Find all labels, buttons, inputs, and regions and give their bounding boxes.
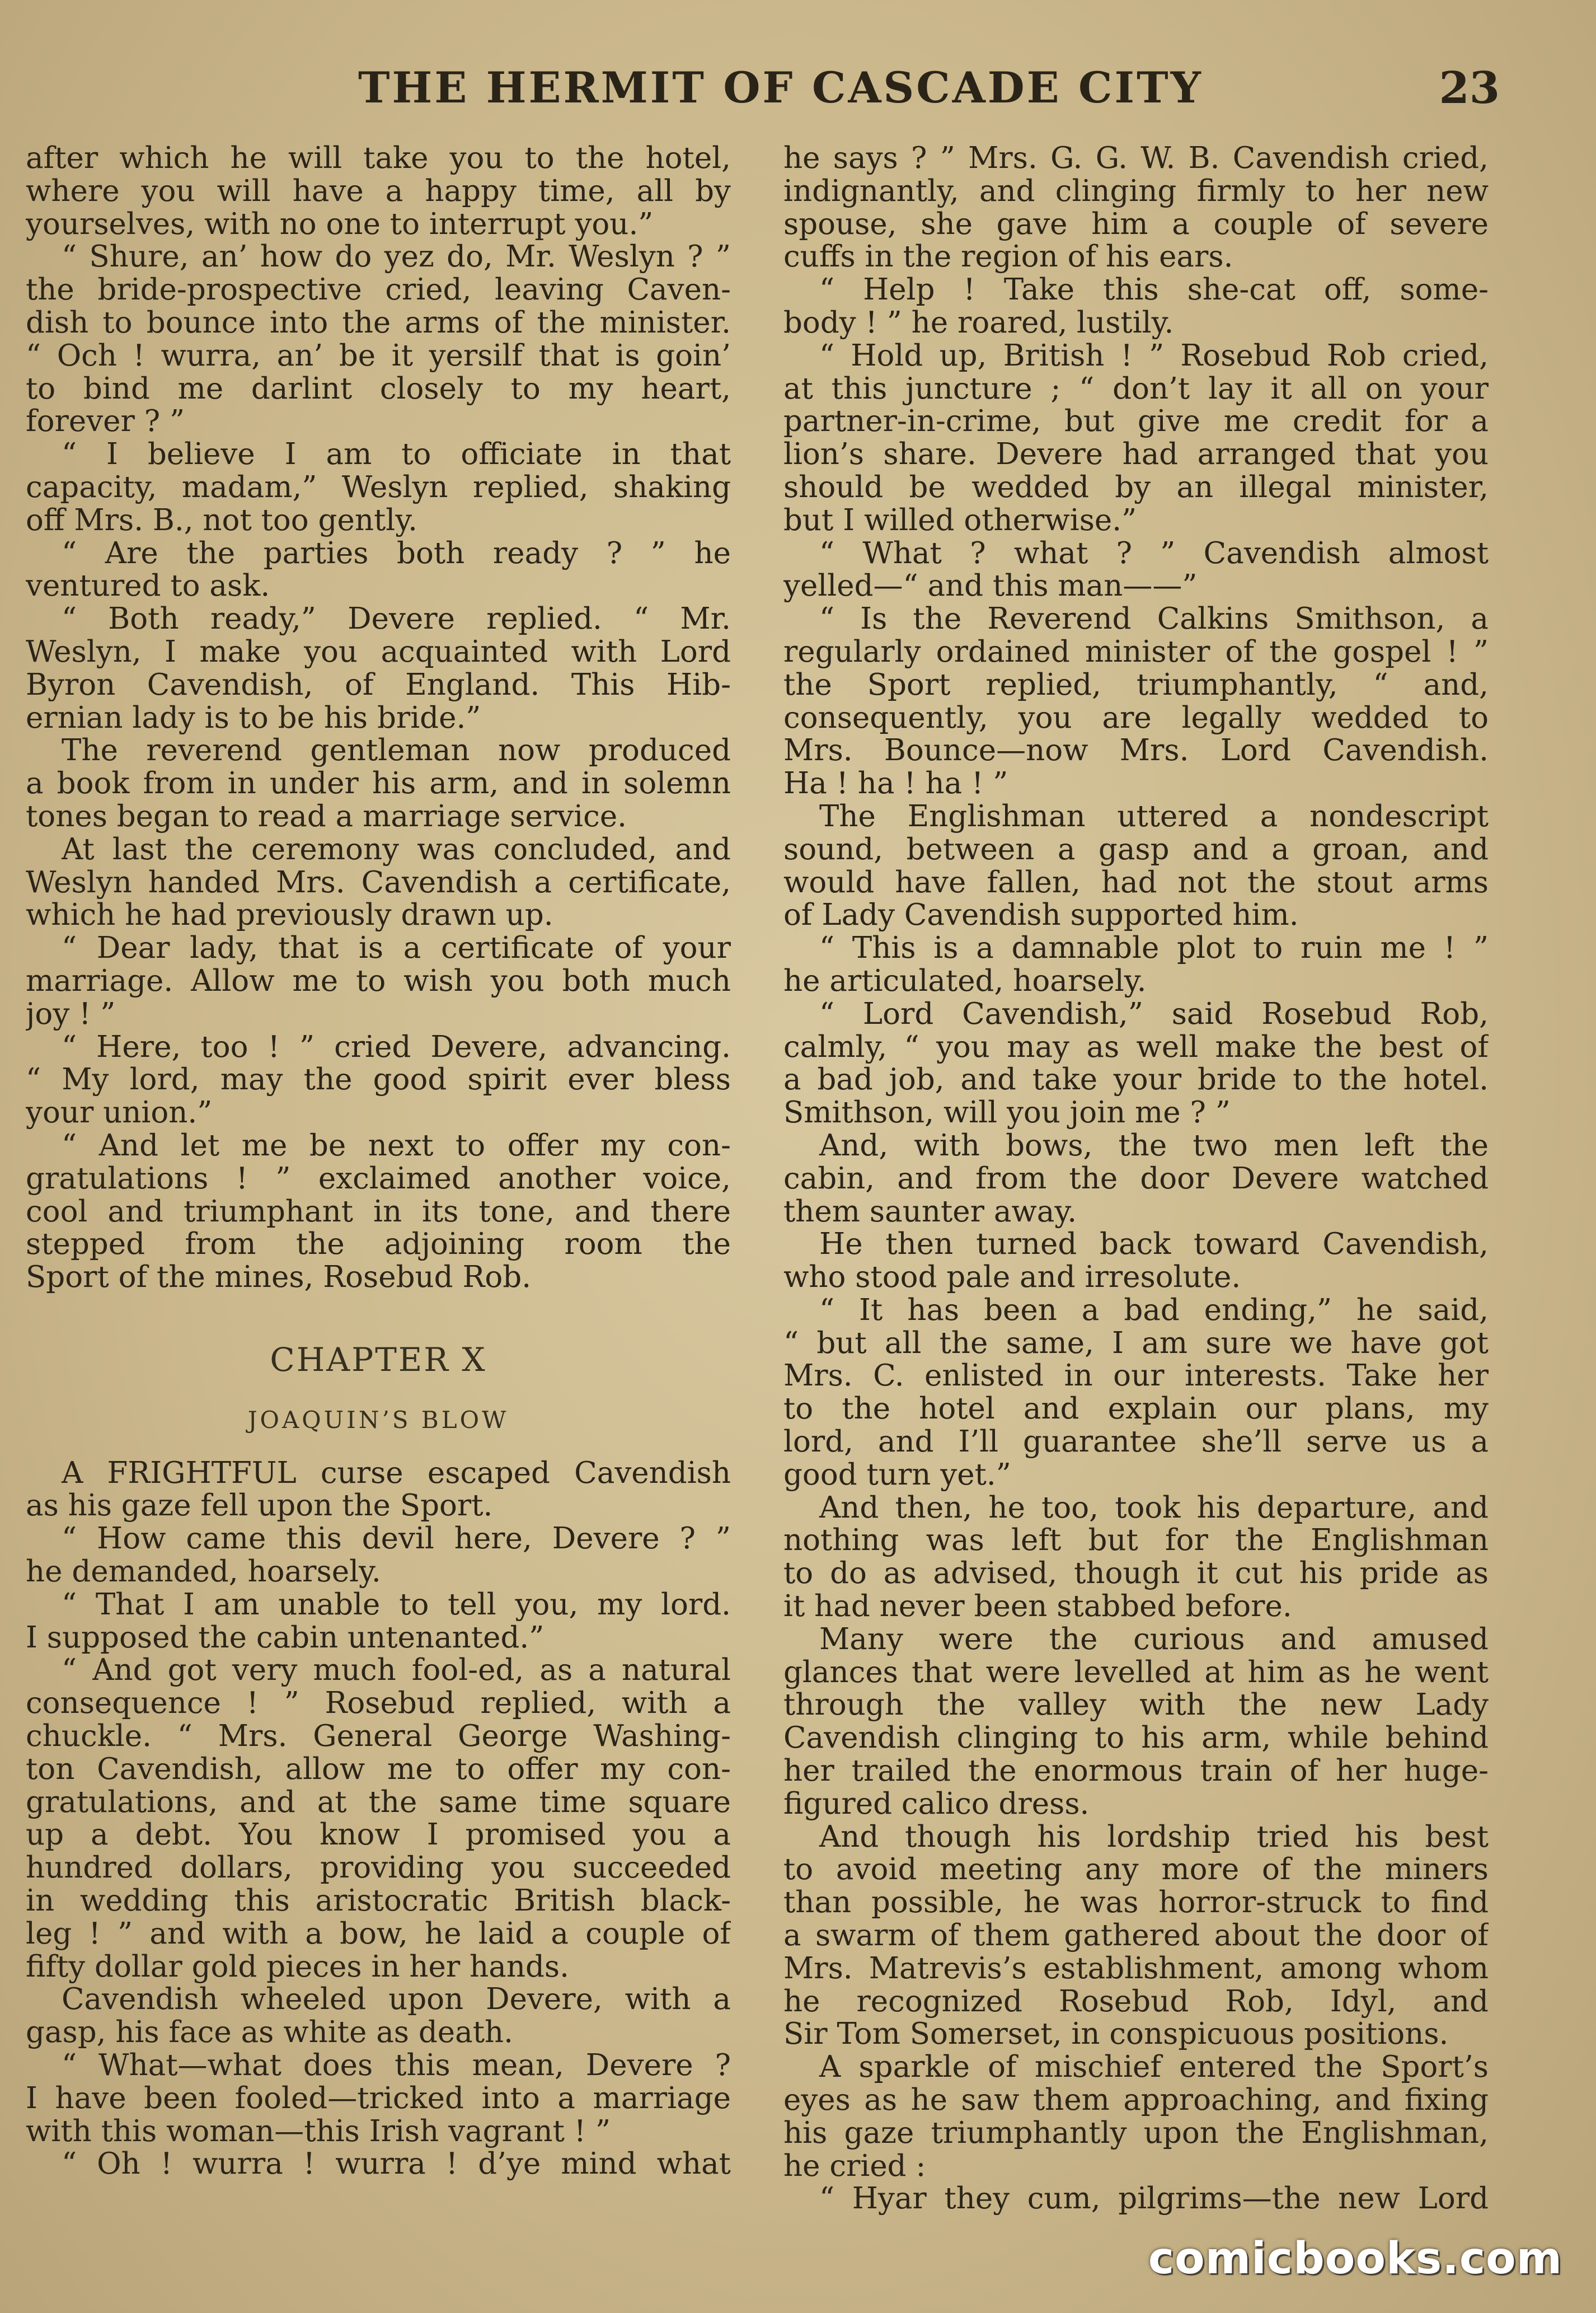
text-line: through the valley with the new Lady: [783, 1689, 1489, 1722]
text-line: “ Is the Reverend Calkins Smithson, a: [819, 603, 1489, 636]
text-line: I have been fooled—tricked into a marriage: [26, 2082, 731, 2115]
text-line: Mrs. Bounce—now Mrs. Lord Cavendish.: [783, 734, 1489, 768]
running-title: THE HERMIT OF CASCADE CITY: [358, 63, 1203, 113]
text-line: The Englishman uttered a nondescript: [819, 800, 1489, 834]
text-line: “ What—what does this mean, Devere ?: [62, 2049, 731, 2082]
text-line: her trailed the enormous train of her huge-: [783, 1755, 1489, 1788]
text-line: the bride-prospective cried, leaving Caven-: [26, 274, 731, 307]
text-line: a book from in under his arm, and in solemn: [26, 767, 731, 800]
text-line: indignantly, and clinging firmly to her new: [783, 175, 1489, 208]
text-line: as his gaze fell upon the Sport.: [26, 1490, 493, 1523]
text-line: “ I believe I am to officiate in that: [62, 438, 731, 471]
text-line: to avoid meeting any more of the miners: [783, 1853, 1489, 1887]
text-line: stepped from the adjoining room the: [26, 1228, 731, 1262]
text-line: dish to bounce into the arms of the minister.: [26, 306, 731, 340]
text-line: eyes as he saw them approaching, and fixing: [783, 2084, 1489, 2117]
text-line: “ Hold up, British ! ” Rosebud Rob cried,: [819, 339, 1489, 373]
chapter-gap: [26, 1294, 731, 1327]
text-line: he articulated, hoarsely.: [783, 964, 1147, 998]
text-line: “ What ? what ? ” Cavendish almost: [819, 537, 1489, 570]
text-line: a swarm of them gathered about the door of: [783, 1919, 1489, 1953]
text-line: Sport of the mines, Rosebud Rob.: [26, 1261, 532, 1294]
text-line: And though his lordship tried his best: [819, 1820, 1489, 1854]
text-line: Sir Tom Somerset, in conspicuous positions.: [783, 2018, 1449, 2052]
text-line: “ Hyar they cum, pilgrims—the new Lord: [819, 2183, 1489, 2216]
text-line: partner-in-crime, but give me credit for a: [783, 405, 1489, 439]
text-line: I supposed the cabin untenanted.”: [26, 1621, 544, 1655]
text-line: He then turned back toward Cavendish,: [819, 1228, 1489, 1262]
text-line: consequence ! ” Rosebud replied, with a: [26, 1687, 731, 1721]
right-column: [783, 142, 1489, 2216]
text-line: Many were the curious and amused: [819, 1623, 1489, 1656]
right-column-text: [783, 142, 1489, 2216]
text-line: The reverend gentleman now produced: [62, 734, 731, 768]
text-line: spouse, she gave him a couple of severe: [783, 208, 1489, 241]
text-line: “ Help ! Take this she-cat off, some-: [819, 274, 1489, 307]
text-line: A sparkle of mischief entered the Sport’s: [819, 2051, 1489, 2085]
text-line: “ And got very much fool-ed, as a natural: [62, 1654, 731, 1688]
text-line: to the hotel and explain our plans, my: [783, 1393, 1489, 1426]
text-line: “ And let me be next to offer my con-: [62, 1129, 731, 1163]
text-line: sound, between a gasp and a groan, and: [783, 833, 1489, 867]
text-line: up a debt. You know I promised you a: [26, 1819, 731, 1852]
text-line: “ That I am unable to tell you, my lord.: [62, 1588, 731, 1622]
text-line: gratulations ! ” exclaimed another voice,: [26, 1162, 731, 1196]
text-line: cool and triumphant in its tone, and there: [26, 1195, 731, 1229]
text-line: “ but all the same, I am sure we have got: [783, 1327, 1489, 1360]
text-line: his gaze triumphantly upon the Englishman,: [783, 2117, 1489, 2150]
text-line: And, with bows, the two men left the: [819, 1129, 1489, 1163]
text-line: after which he will take you to the hotel,: [26, 142, 731, 175]
text-line: the Sport replied, triumphantly, “ and,: [783, 668, 1489, 702]
text-line: “ This is a damnable plot to ruin me ! ”: [819, 932, 1489, 965]
text-line: he says ? ” Mrs. G. G. W. B. Cavendish cried,: [783, 142, 1489, 175]
text-line: body ! ” he roared, lustily.: [783, 306, 1174, 340]
text-line: would have fallen, had not the stout arms: [783, 866, 1489, 900]
text-line: “ Oh ! wurra ! wurra ! d’ye mind what: [62, 2148, 731, 2181]
text-line: than possible, he was horror-struck to find: [783, 1886, 1489, 1920]
text-line: “ My lord, may the good spirit ever bless: [26, 1064, 731, 1097]
text-line: Ha ! ha ! ha ! ”: [783, 767, 1008, 800]
text-line: but I willed otherwise.”: [783, 504, 1137, 537]
text-line: Smithson, will you join me ? ”: [783, 1097, 1231, 1130]
text-line: “ Both ready,” Devere replied. “ Mr.: [62, 603, 731, 636]
left-column: [26, 142, 731, 2181]
text-line: regularly ordained minister of the gospel ! ”: [783, 635, 1489, 669]
text-line: off Mrs. B., not too gently.: [26, 504, 417, 537]
text-line: “ Here, too ! ” cried Devere, advancing.: [62, 1031, 731, 1064]
text-line: “ It has been a bad ending,” he said,: [819, 1294, 1489, 1327]
text-line: At last the ceremony was concluded, and: [62, 833, 731, 867]
text-line: Byron Cavendish, of England. This Hib-: [26, 668, 731, 702]
text-line: Cavendish clinging to his arm, while behind: [783, 1722, 1489, 1755]
text-line: “ Dear lady, that is a certificate of your: [62, 932, 731, 965]
text-line: gratulations, and at the same time square: [26, 1786, 731, 1819]
text-line: lion’s share. Devere had arranged that you: [783, 438, 1489, 471]
text-line: which he had previously drawn up.: [26, 899, 553, 933]
text-line: calmly, “ you may as well make the best of: [783, 1031, 1489, 1064]
text-line: yelled—“ and this man——”: [783, 570, 1198, 603]
text-line: Weslyn handed Mrs. Cavendish a certificate,: [26, 866, 731, 900]
left-column-bottom-text: [26, 1457, 731, 2181]
text-line: ton Cavendish, allow me to offer my con-: [26, 1753, 731, 1786]
text-line: your union.”: [26, 1097, 213, 1130]
text-line: gasp, his face as white as death.: [26, 2016, 514, 2050]
text-line: he demanded, hoarsely.: [26, 1556, 381, 1589]
left-column-top-text: [26, 142, 731, 1294]
text-line: consequently, you are legally wedded to: [783, 701, 1489, 735]
text-line: forever ? ”: [26, 405, 185, 439]
text-line: to do as advised, though it cut his pride as: [783, 1557, 1489, 1591]
chapter-subtitle: JOAQUIN’S BLOW: [247, 1406, 509, 1434]
text-line: yourselves, with no one to interrupt you.”: [26, 208, 654, 241]
page-number: 23: [1439, 63, 1500, 114]
text-line: marriage. Allow me to wish you both much: [26, 964, 731, 998]
text-line: “ Are the parties both ready ? ” he: [62, 537, 731, 570]
text-line: Mrs. C. enlisted in our interests. Take her: [783, 1360, 1489, 1393]
text-line: with this woman—this Irish vagrant ! ”: [26, 2115, 611, 2148]
text-line: A FRIGHTFUL curse escaped Cavendish: [62, 1457, 731, 1490]
text-line: them saunter away.: [783, 1195, 1077, 1229]
text-line: cabin, and from the door Devere watched: [783, 1162, 1489, 1196]
text-line: chuckle. “ Mrs. General George Washing-: [26, 1720, 731, 1753]
chapter-heading: CHAPTER X: [270, 1340, 487, 1379]
text-line: figured calico dress.: [783, 1787, 1090, 1821]
text-line: who stood pale and irresolute.: [783, 1261, 1241, 1294]
text-line: “ How came this devil here, Devere ? ”: [62, 1523, 731, 1556]
text-line: Weslyn, I make you acquainted with Lord: [26, 635, 731, 669]
text-line: And then, he too, took his departure, and: [819, 1491, 1489, 1525]
text-line: he recognized Rosebud Rob, Idyl, and: [783, 1985, 1489, 2019]
text-line: where you will have a happy time, all by: [26, 175, 731, 208]
text-line: ventured to ask.: [26, 570, 270, 603]
text-line: leg ! ” and with a bow, he laid a couple of: [26, 1917, 731, 1951]
watermark-logo: comicbooks.com: [1148, 2234, 1562, 2284]
text-line: Cavendish wheeled upon Devere, with a: [62, 1983, 731, 2017]
text-line: in wedding this aristocratic British black-: [26, 1885, 731, 1918]
text-line: “ Shure, an’ how do yez do, Mr. Weslyn ? ”: [62, 241, 731, 274]
text-line: “ Lord Cavendish,” said Rosebud Rob,: [819, 998, 1489, 1031]
text-line: lord, and I’ll guarantee she’ll serve us a: [783, 1426, 1489, 1459]
text-line: it had never been stabbed before.: [783, 1590, 1292, 1623]
text-line: Mrs. Matrevis’s establishment, among whom: [783, 1952, 1489, 1986]
text-line: glances that were levelled at him as he went: [783, 1656, 1489, 1689]
text-line: to bind me darlint closely to my heart,: [26, 372, 731, 406]
running-head: [22, 63, 1500, 124]
text-line: ernian lady is to be his bride.”: [26, 701, 481, 735]
text-line: he cried :: [783, 2150, 926, 2183]
text-line: joy ! ”: [26, 998, 116, 1031]
text-line: hundred dollars, providing you succeeded: [26, 1852, 731, 1885]
text-line: capacity, madam,” Weslyn replied, shaking: [26, 471, 731, 504]
text-line: cuffs in the region of his ears.: [783, 241, 1233, 274]
text-line: of Lady Cavendish supported him.: [783, 899, 1299, 933]
text-line: at this juncture ; “ don’t lay it all on your: [783, 372, 1489, 406]
text-line: “ Och ! wurra, an’ be it yersilf that is goin’: [26, 339, 731, 373]
text-line: good turn yet.”: [783, 1458, 1011, 1492]
text-line: should be wedded by an illegal minister,: [783, 471, 1489, 504]
text-line: nothing was left but for the Englishman: [783, 1524, 1489, 1558]
text-line: tones began to read a marriage service.: [26, 800, 627, 834]
text-line: a bad job, and take your bride to the hotel.: [783, 1064, 1489, 1097]
text-line: fifty dollar gold pieces in her hands.: [26, 1950, 569, 1984]
